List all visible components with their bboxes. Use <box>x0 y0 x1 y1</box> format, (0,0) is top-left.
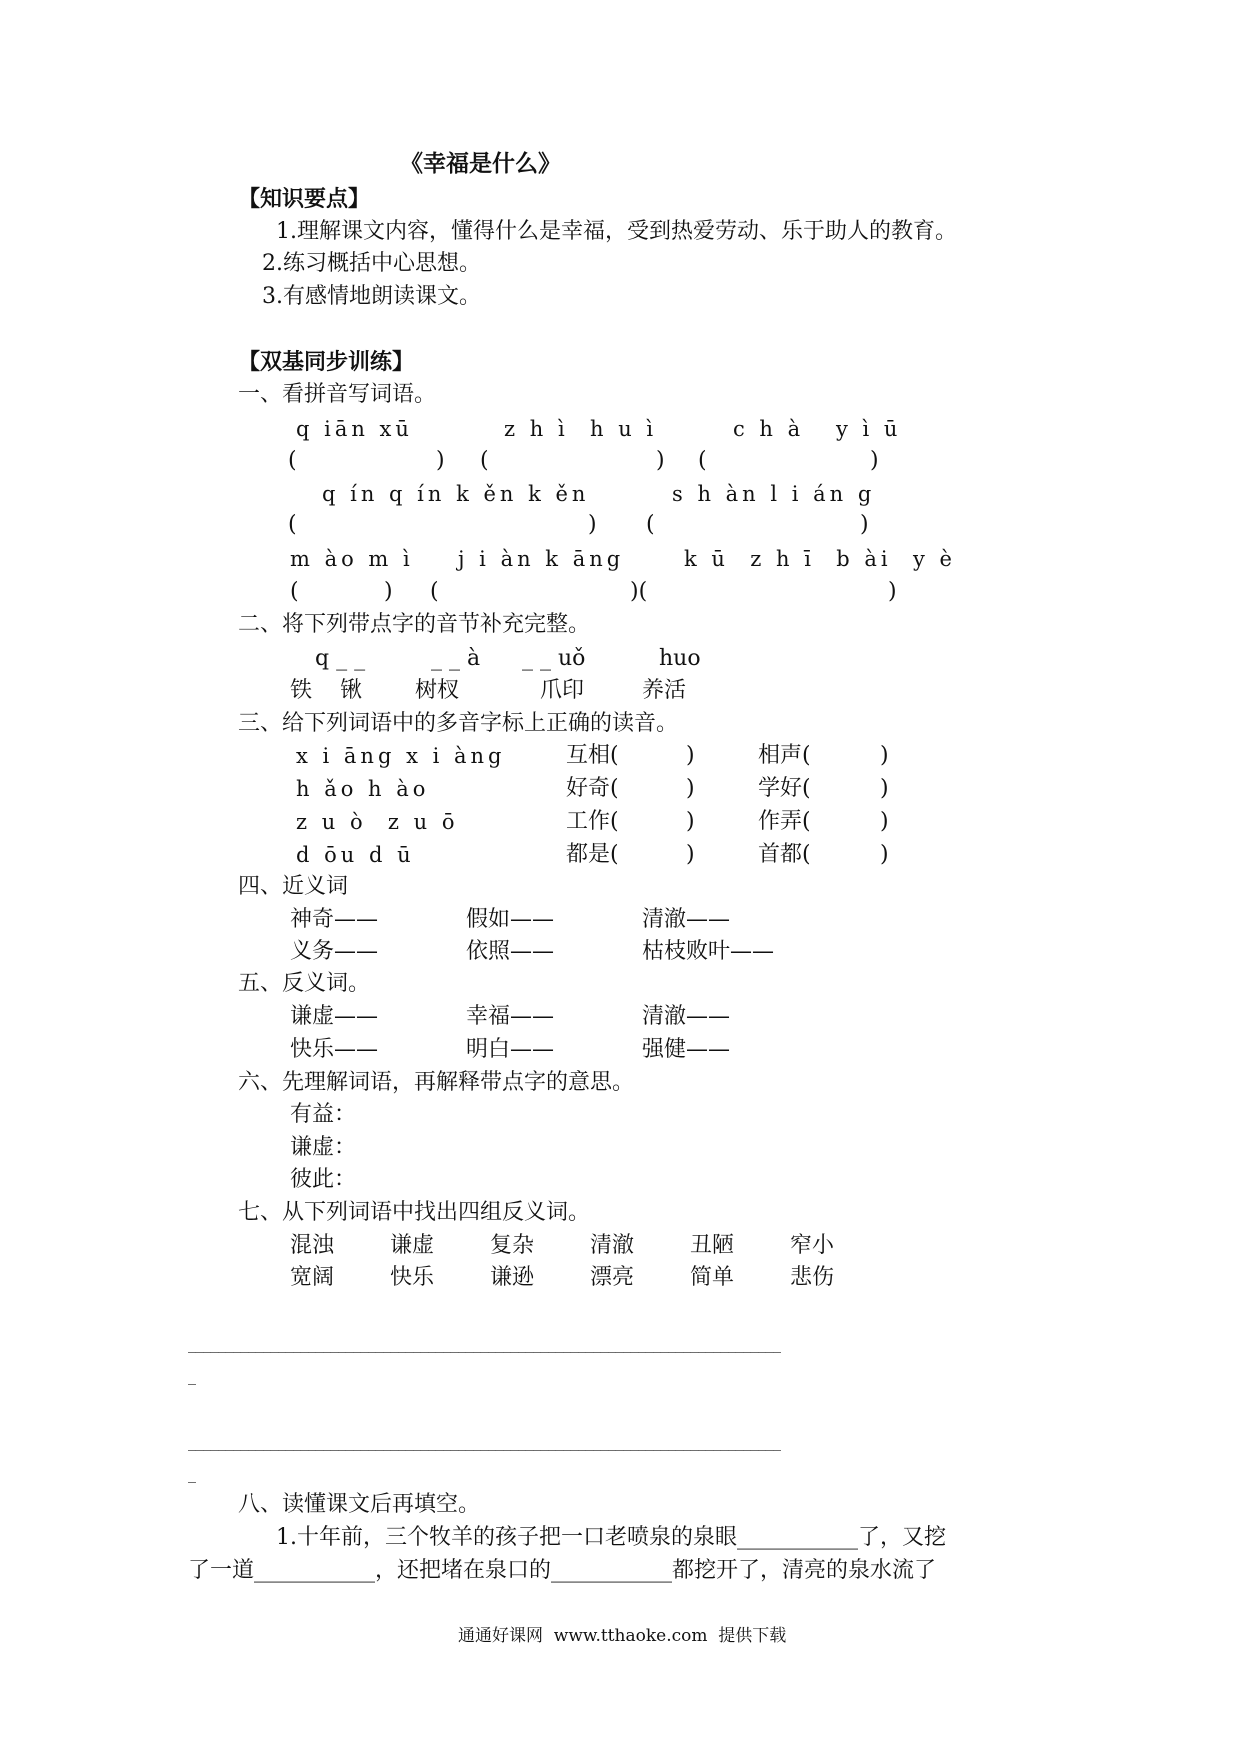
q3-heading: 三、给下列词语中的多音字标上正确的读音。 <box>238 711 679 736</box>
paren: ( <box>480 448 489 473</box>
q5-heading: 五、反义词。 <box>238 971 371 996</box>
synonym-item: 枯枝败叶—— <box>642 939 775 964</box>
q8-heading: 八、读懂课文后再填空。 <box>238 1492 481 1517</box>
fill-blank-line: 1.十年前，三个牧羊的孩子把一口老喷泉的泉眼___________了，又挖 <box>276 1525 946 1550</box>
word: 都是( <box>566 842 619 867</box>
paren: )( <box>630 579 648 604</box>
paren: ) <box>888 579 897 604</box>
paren: ) <box>686 809 695 834</box>
paren: ) <box>384 579 393 604</box>
pinyin: m ào m ì <box>290 547 414 571</box>
word: 好奇( <box>566 776 619 801</box>
paren: ( <box>290 579 299 604</box>
answer-line-tail: _ <box>188 1464 196 1483</box>
paren: ( <box>646 512 655 537</box>
syllable: q _ _ <box>315 646 366 671</box>
synonym-item: 神奇—— <box>290 907 379 932</box>
paren: ( <box>288 512 297 537</box>
pinyin: c h à <box>733 417 805 441</box>
paren: ) <box>860 512 869 537</box>
pinyin: y ì ū <box>836 417 902 441</box>
explain-item: 有益： <box>290 1102 357 1127</box>
antonym-item: 快乐—— <box>290 1037 379 1062</box>
q4-heading: 四、近义词 <box>238 874 349 899</box>
paren: ) <box>656 448 665 473</box>
knowledge-item: 2.练习概括中心思想。 <box>262 251 481 276</box>
word: 窄小 <box>790 1233 835 1258</box>
antonym-item: 谦虚—— <box>290 1004 379 1029</box>
syllable: huo <box>659 646 701 671</box>
word: 谦虚 <box>390 1233 435 1258</box>
paren: ) <box>686 842 695 867</box>
word: 悲伤 <box>790 1265 835 1290</box>
word: 清澈 <box>590 1233 635 1258</box>
pinyin: j i àn k āng <box>458 547 625 571</box>
answer-line: _______________________________________________________________________________ <box>188 1432 781 1451</box>
paren: ( <box>698 448 707 473</box>
word: 复杂 <box>490 1233 535 1258</box>
word: 混浊 <box>290 1233 335 1258</box>
q6-heading: 六、先理解词语，再解释带点字的意思。 <box>238 1070 635 1095</box>
antonym-item: 明白—— <box>466 1037 555 1062</box>
word: 作弄( <box>758 809 811 834</box>
word: 首都( <box>758 842 811 867</box>
paren: ) <box>686 743 695 768</box>
paren: ) <box>880 842 889 867</box>
antonym-item: 清澈—— <box>642 1004 731 1029</box>
word: 简单 <box>690 1265 735 1290</box>
training-heading: 【双基同步训练】 <box>238 349 415 375</box>
synonym-item: 依照—— <box>466 939 555 964</box>
word: 相声( <box>758 743 811 768</box>
pinyin: s h àn l i án g <box>672 482 876 506</box>
synonym-item: 假如—— <box>466 907 555 932</box>
knowledge-heading: 【知识要点】 <box>238 186 371 212</box>
pinyin: z u ò z u ō <box>296 810 459 834</box>
word: 谦逊 <box>490 1265 535 1290</box>
antonym-item: 强健—— <box>642 1037 731 1062</box>
q1-heading: 一、看拼音写词语。 <box>238 382 437 407</box>
q7-heading: 七、从下列词语中找出四组反义词。 <box>238 1200 591 1225</box>
pinyin: k ū z h ī b ài y è <box>684 547 956 571</box>
word: 丑陋 <box>690 1233 735 1258</box>
answer-line-tail: _ <box>188 1366 196 1385</box>
knowledge-item: 1.理解课文内容，懂得什么是幸福，受到热爱劳动、乐于助人的教育。 <box>276 219 957 244</box>
syllable: _ _ à <box>431 646 481 671</box>
fill-blank-line: 了一道___________，还把堵在泉口的___________都挖开了，清亮的泉水流了 <box>188 1558 937 1583</box>
word: 树杈 <box>415 678 460 703</box>
paren: ) <box>880 776 889 801</box>
pinyin: h ǎo h ào <box>296 777 430 801</box>
word: 工作( <box>566 809 619 834</box>
answer-line: _______________________________________________________________________________ <box>188 1334 781 1353</box>
word: 养活 <box>642 678 687 703</box>
word: 学好( <box>758 776 811 801</box>
word: 爪印 <box>540 678 585 703</box>
paren: ) <box>880 809 889 834</box>
pinyin: q ín q ín k ěn k ěn <box>322 482 590 506</box>
paren: ) <box>880 743 889 768</box>
syllable: _ _ uǒ <box>522 646 586 671</box>
synonym-item: 义务—— <box>290 939 379 964</box>
word: 铁 <box>290 678 313 703</box>
knowledge-item: 3.有感情地朗读课文。 <box>262 284 481 309</box>
word: 漂亮 <box>590 1265 635 1290</box>
paren: ) <box>686 776 695 801</box>
page-title: 《幸福是什么》 <box>400 150 561 177</box>
paren: ) <box>588 512 597 537</box>
pinyin: x i āng x i àng <box>296 744 506 768</box>
explain-item: 彼此： <box>290 1167 357 1192</box>
synonym-item: 清澈—— <box>642 907 731 932</box>
explain-item: 谦虚： <box>290 1135 357 1160</box>
word: 快乐 <box>390 1265 435 1290</box>
paren: ) <box>870 448 879 473</box>
word: 宽阔 <box>290 1265 335 1290</box>
word: 锹 <box>340 678 363 703</box>
antonym-item: 幸福—— <box>466 1004 555 1029</box>
word: 互相( <box>566 743 619 768</box>
pinyin: z h ì h u ì <box>504 417 658 441</box>
paren: ( <box>288 448 297 473</box>
paren: ( <box>430 579 439 604</box>
q2-heading: 二、将下列带点字的音节补充完整。 <box>238 612 591 637</box>
pinyin: d ōu d ū <box>296 843 415 867</box>
footer: 通通好课网 www.tthaoke.com 提供下载 <box>458 1626 787 1646</box>
paren: ) <box>436 448 445 473</box>
pinyin: q iān xū <box>296 417 413 441</box>
